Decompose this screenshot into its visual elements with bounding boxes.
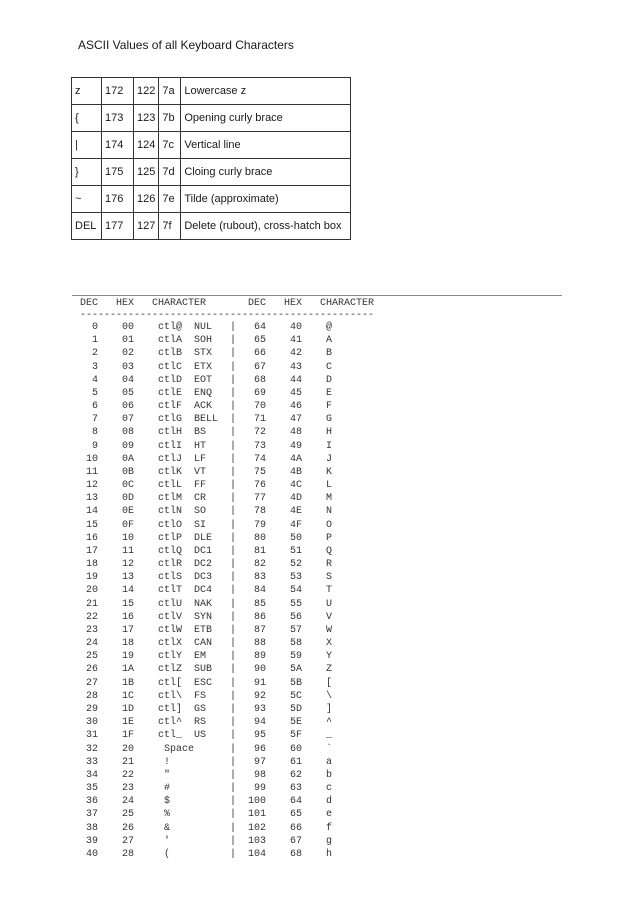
- table-cell: 176: [102, 186, 134, 213]
- ascii-row: 21 15 ctlU NAK | 85 55 U: [80, 598, 333, 610]
- ascii-row: 19 13 ctlS DC3 | 83 53 S: [80, 572, 333, 584]
- table-cell: 175: [102, 159, 134, 186]
- ascii-row: 35 23 # | 99 63 c: [80, 783, 333, 795]
- ascii-row: 14 0E ctlN SO | 78 4E N: [80, 506, 333, 518]
- ascii-row: 16 10 ctlP DLE | 80 50 P: [80, 532, 333, 544]
- ascii-row: 27 1B ctl[ ESC | 91 5B [: [80, 677, 333, 689]
- ascii-table-header: DEC HEX CHARACTER DEC HEX CHARACTER: [80, 298, 375, 309]
- table-cell: 126: [134, 186, 159, 213]
- ascii-row: 32 20 Space | 96 60 `: [80, 743, 333, 755]
- ascii-row: 11 0B ctlK VT | 75 4B K: [80, 466, 333, 478]
- table-cell: Vertical line: [181, 132, 351, 159]
- table-cell: Opening curly brace: [181, 105, 351, 132]
- ascii-row: 25 19 ctlY EM | 89 59 Y: [80, 651, 333, 663]
- ascii-row: 30 1E ctl^ RS | 94 5E ^: [80, 717, 333, 729]
- table-cell: 123: [134, 105, 159, 132]
- table-cell: 122: [134, 78, 159, 105]
- table-cell: ~: [72, 186, 102, 213]
- table-cell: 7c: [159, 132, 181, 159]
- ascii-row: 23 17 ctlW ETB | 87 57 W: [80, 624, 333, 636]
- ascii-row: 36 24 $ | 100 64 d: [80, 796, 333, 808]
- table-cell: Lowercase z: [181, 78, 351, 105]
- divider: [72, 295, 562, 296]
- table-cell: 173: [102, 105, 134, 132]
- ascii-row: 40 28 ( | 104 68 h: [80, 848, 333, 860]
- table-row: [72, 132, 351, 159]
- ascii-row: 34 22 " | 98 62 b: [80, 769, 333, 781]
- ascii-row: 33 21 ! | 97 61 a: [80, 756, 333, 768]
- ascii-row: 1 01 ctlA SOH | 65 41 A: [80, 335, 333, 347]
- ascii-row: 31 1F ctl_ US | 95 5F _: [80, 730, 333, 742]
- ascii-row: 10 0A ctlJ LF | 74 4A J: [80, 453, 333, 465]
- table-cell: 7e: [159, 186, 181, 213]
- table-cell: 125: [134, 159, 159, 186]
- ascii-row: 22 16 ctlV SYN | 86 56 V: [80, 611, 333, 623]
- ascii-row: 26 1A ctlZ SUB | 90 5A Z: [80, 664, 333, 676]
- ascii-row: 38 26 & | 102 66 f: [80, 822, 333, 834]
- table-row: [72, 105, 351, 132]
- ascii-row: 7 07 ctlG BELL | 71 47 G: [80, 414, 333, 426]
- ascii-row: 29 1D ctl] GS | 93 5D ]: [80, 703, 333, 715]
- ascii-row: 9 09 ctlI HT | 73 49 I: [80, 440, 333, 452]
- ascii-row: 39 27 ' | 103 67 g: [80, 835, 333, 847]
- table-cell: Delete (rubout), cross-hatch box: [181, 213, 351, 240]
- ascii-row: 12 0C ctlL FF | 76 4C L: [80, 480, 333, 492]
- table-cell: {: [72, 105, 102, 132]
- ascii-row: 6 06 ctlF ACK | 70 46 F: [80, 401, 333, 413]
- table-cell: 174: [102, 132, 134, 159]
- table-row: [72, 159, 351, 186]
- table-cell: }: [72, 159, 102, 186]
- ascii-table-separator: -------------------------------------------------: [80, 310, 375, 321]
- table-cell: 7a: [159, 78, 181, 105]
- ascii-row: 17 11 ctlQ DC1 | 81 51 Q: [80, 545, 333, 557]
- table-cell: z: [72, 78, 102, 105]
- ascii-row: 13 0D ctlM CR | 77 4D M: [80, 493, 333, 505]
- ascii-row: 3 03 ctlC ETX | 67 43 C: [80, 361, 333, 373]
- ascii-row: 5 05 ctlE ENQ | 69 45 E: [80, 387, 333, 399]
- table-cell: DEL: [72, 213, 102, 240]
- table-row: [72, 213, 351, 240]
- ascii-row: 15 0F ctlO SI | 79 4F O: [80, 519, 333, 531]
- table-row: [72, 186, 351, 213]
- table-cell: 7f: [159, 213, 181, 240]
- ascii-row: 4 04 ctlD EOT | 68 44 D: [80, 374, 333, 386]
- table-cell: Cloing curly brace: [181, 159, 351, 186]
- page-title: ASCII Values of all Keyboard Characters: [78, 38, 294, 52]
- ascii-row: 37 25 % | 101 65 e: [80, 809, 333, 821]
- table-cell: 127: [134, 213, 159, 240]
- ascii-row: 24 18 ctlX CAN | 88 58 X: [80, 638, 333, 650]
- ascii-row: 20 14 ctlT DC4 | 84 54 T: [80, 585, 333, 597]
- ascii-extended-table: [71, 77, 351, 240]
- table-cell: 177: [102, 213, 134, 240]
- table-cell: 124: [134, 132, 159, 159]
- ascii-row: 8 08 ctlH BS | 72 48 H: [80, 427, 333, 439]
- table-row: [72, 78, 351, 105]
- ascii-row: 18 12 ctlR DC2 | 82 52 R: [80, 559, 333, 571]
- ascii-row: 2 02 ctlB STX | 66 42 B: [80, 348, 333, 360]
- ascii-table-rows: [80, 321, 332, 861]
- table-cell: |: [72, 132, 102, 159]
- table-cell: 7b: [159, 105, 181, 132]
- table-cell: 172: [102, 78, 134, 105]
- ascii-row: 0 00 ctl@ NUL | 64 40 @: [80, 322, 333, 333]
- ascii-row: 28 1C ctl\ FS | 92 5C \: [80, 690, 333, 702]
- table-cell: Tilde (approximate): [181, 186, 351, 213]
- table-cell: 7d: [159, 159, 181, 186]
